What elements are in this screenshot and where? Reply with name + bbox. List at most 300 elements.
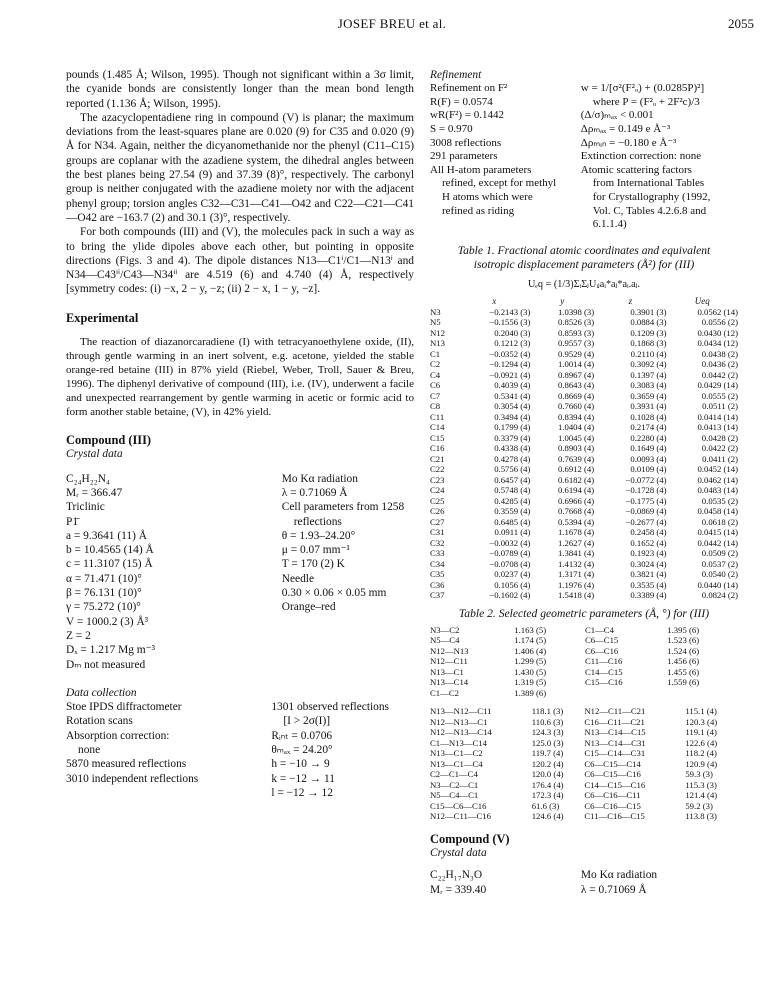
table-cell: 120.2 (4) xyxy=(531,758,564,769)
table-cell: C2 xyxy=(430,359,441,370)
table-cell: 0.0483 (14) xyxy=(697,485,738,496)
table-cell: 0.3659 (4) xyxy=(630,390,667,401)
table-cell: 0.0562 (14) xyxy=(697,306,738,317)
table-cell: 0.5748 (4) xyxy=(494,485,531,496)
table-cell: 0.0555 (2) xyxy=(701,390,738,401)
table-cell: C11—C16—C15 xyxy=(584,811,645,822)
table-cell: 0.0440 (14) xyxy=(697,579,738,590)
table-cell: 1.2627 (4) xyxy=(557,537,595,548)
table-cell: 0.0462 (14) xyxy=(697,474,738,485)
table-cell: −0.0708 (4) xyxy=(489,558,531,569)
table-cell: 122.6 (4) xyxy=(685,737,718,748)
table-cell: C14 xyxy=(430,422,445,433)
table-cell: 0.5394 (4) xyxy=(557,516,595,527)
table-cell: 1.456 (6) xyxy=(667,656,700,667)
table-cell: 0.0109 (4) xyxy=(630,464,667,475)
table-cell: C6 xyxy=(430,380,441,391)
table-row xyxy=(430,759,738,770)
table-cell: 0.0429 (14) xyxy=(697,380,738,391)
table-row xyxy=(430,811,738,822)
table-cell: 125.0 (3) xyxy=(531,737,564,748)
table-cell: 0.6182 (4) xyxy=(557,474,595,485)
table-cell: 0.0414 (14) xyxy=(697,411,738,422)
table-cell: C14—C15—C16 xyxy=(584,779,646,790)
data-collection-heading: Data collection xyxy=(66,686,137,699)
crystal5-heading: Crystal data xyxy=(430,846,487,859)
table-cell: 0.1028 (4) xyxy=(630,411,667,422)
table-cell: N12—C11—C21 xyxy=(584,706,646,717)
crystal5-right xyxy=(581,868,738,897)
table-row xyxy=(430,801,738,812)
table-row xyxy=(430,464,738,475)
table-cell: 0.2110 (4) xyxy=(630,348,667,359)
crystal-data-line: Triclinic xyxy=(66,501,105,514)
table-cell: 1.455 (6) xyxy=(667,666,700,677)
table1-coordinates xyxy=(430,296,738,601)
table-cell: 172.3 (4) xyxy=(531,790,564,801)
table-cell: C6—C15 xyxy=(584,635,619,646)
table-cell: 0.3494 (4) xyxy=(494,411,531,422)
running-header-authors: JOSEF BREU et al. xyxy=(337,16,447,31)
refinement-heading: Refinement xyxy=(430,69,482,81)
table-cell: 1.1976 (4) xyxy=(557,579,595,590)
table-cell: C16—C11—C21 xyxy=(584,716,645,727)
table-cell: 0.0434 (12) xyxy=(697,338,738,349)
body-paragraph: For both compounds (III) and (V), the molecules pack in such a way as to bring the ylide dipoles above each other, but pointing in opposite directions (Figs. 3 and 4). The dipole distances N13—C1ⁱ/C1—N13ⁱ and N34—C43ⁱⁱ/C43—N34ⁱⁱ are 4.519 (6) and 4.740 (4) Å, respectively [symmetry codes: (i) −x, 2 − y, −z; (ii) 2 − x, 1 − y, −z]. xyxy=(66,226,414,296)
crystal-data-line: Dₘ not measured xyxy=(66,658,146,671)
table-cell: 118.1 (3) xyxy=(531,706,564,717)
table-cell: 0.0428 (2) xyxy=(701,432,738,443)
table-row xyxy=(430,559,738,570)
table-cell: C1—C4 xyxy=(584,624,614,635)
table-row xyxy=(430,790,738,801)
table-cell: N13—C14 xyxy=(430,677,469,688)
table-cell: C6—C16 xyxy=(584,645,619,656)
table-cell: N3—C2—C1 xyxy=(430,779,479,790)
table-cell: 0.2458 (4) xyxy=(630,527,667,538)
table2-angles xyxy=(430,706,738,822)
refinement-line: Vol. C, Tables 4.2.6.8 and xyxy=(592,204,707,217)
table-cell: N12—C11—C16 xyxy=(430,811,491,822)
refinement-line: Δρₘᵢₙ = −0.180 e Å⁻³ xyxy=(580,136,677,149)
refinement-line: Atomic scattering factors xyxy=(580,163,692,176)
table-cell: 0.0442 (14) xyxy=(697,537,738,548)
refinement-line: for Crystallography (1992, xyxy=(592,191,711,204)
table-cell: 0.1056 (4) xyxy=(494,579,531,590)
table-cell: 0.2280 (4) xyxy=(630,432,667,443)
table1-caption: Table 1. Fractional atomic coordinates and equivalent isotropic displacement parameters (Å²) for (III) xyxy=(457,243,711,271)
crystal-data-line: C₂₄H₂₂N₄ xyxy=(66,472,110,485)
table-cell: 0.8967 (4) xyxy=(557,369,595,380)
table-cell: −0.0869 (4) xyxy=(625,506,667,517)
crystal-data-line: T = 170 (2) K xyxy=(281,558,345,571)
compound5-heading: Compound (V) xyxy=(430,831,510,846)
table-cell: 0.3024 (4) xyxy=(630,558,667,569)
table-cell: 0.4285 (4) xyxy=(494,495,531,506)
section-heading-experimental: Experimental xyxy=(66,310,139,325)
table-cell: 1.406 (4) xyxy=(514,645,547,656)
table-cell: C16 xyxy=(430,443,445,454)
table-cell: C6—C15—C16 xyxy=(584,769,641,780)
table-row xyxy=(430,667,738,678)
table-cell: 0.0509 (2) xyxy=(701,548,738,559)
data-collection-line: k = −12 → 11 xyxy=(271,772,335,785)
table-cell: −0.1294 (4) xyxy=(489,359,531,370)
table-cell: N13—N12—C11 xyxy=(430,706,492,717)
table-cell: 0.9557 (3) xyxy=(557,338,595,349)
table-cell xyxy=(585,688,661,699)
crystal-data-line: reflections xyxy=(293,515,342,528)
data-collection-line: 1301 observed reflections xyxy=(271,701,389,714)
table-row xyxy=(430,338,738,349)
crystal-data-block xyxy=(66,472,414,672)
table-cell: 0.3092 (4) xyxy=(630,359,667,370)
running-header xyxy=(0,16,784,36)
table-cell: 59.3 (3) xyxy=(685,769,713,780)
table-cell: 1.3841 (4) xyxy=(557,548,595,559)
table-cell: 0.7668 (4) xyxy=(557,506,595,517)
table-cell: 0.0422 (2) xyxy=(701,443,738,454)
refinement-line: where P = (F²ₒ + 2F²c)/3 xyxy=(592,95,700,108)
table-cell: 0.0237 (4) xyxy=(494,569,531,580)
table-row xyxy=(430,527,738,538)
crystal-data-line: a = 9.3641 (11) Å xyxy=(66,529,147,542)
table-cell: 0.7639 (4) xyxy=(557,453,595,464)
table-cell: 0.3931 (4) xyxy=(630,401,667,412)
crystal-data-line: Mo Kα radiation xyxy=(281,472,358,485)
table-row xyxy=(430,769,738,780)
table-cell: 0.3083 (4) xyxy=(630,380,667,391)
ueq-definition: Uₑq = (1/3)ΣᵢΣⱼUᵢⱼaᵢ*aⱼ*aᵢ.aⱼ. xyxy=(527,278,641,290)
table-row xyxy=(430,307,738,318)
table-cell: 0.0442 (2) xyxy=(701,369,738,380)
refinement-line: Δρₘₐₓ = 0.149 e Å⁻³ xyxy=(580,123,671,136)
table-row xyxy=(430,517,738,528)
table-cell: 119.1 (4) xyxy=(685,727,717,738)
table-cell: 1.174 (5) xyxy=(514,635,547,646)
table-cell: 0.1649 (4) xyxy=(630,443,667,454)
body-paragraph: The azacyclopentadiene ring in compound (V) is planar; the maximum deviations from the least-squares plane are 0.020 (9) for C35 and 0.020 (9) Å for N34. Again, neither the dicyanomethanide nor the phenyl (C11–C15) groups are coplanar with the azadiene system, the dihedral angles between the best planes being 27.54 (9) and 37.39 (8)°, respectively. The carbonyl group is neither conjugated with the azadiene moiety nor with the adjacent phenyl group; torsion angles C32—C31—C41—O42 and C22—C21—C41—O42 are −163.7 (2) and 30.1 (3)°, respectively. xyxy=(66,111,414,224)
table-cell: C7 xyxy=(430,390,441,401)
table-cell: −0.0772 (4) xyxy=(625,474,667,485)
table-cell: 0.1868 (3) xyxy=(630,338,667,349)
table-cell: 0.1212 (3) xyxy=(494,338,531,349)
table-cell: N12—N13 xyxy=(430,645,469,656)
data-collection-right xyxy=(271,700,414,800)
table-cell: C15—C16 xyxy=(584,677,623,688)
table-cell: 0.0556 (2) xyxy=(701,317,738,328)
experimental-paragraph: The reaction of diazanorcaradiene (I) with tetracyanoethylene oxide, (II), through gentle warming in an inert solvent, e.g. acetone, yielded the stable orange-red betaine (III) in 87% yield (Riebel, Weber, Troll, Sauer & Breu, 1996). The diphenyl derivative of compound (III), i.e. (IV), underwent a facile and unexpected rearrangement by gentle warming in acetic or formic acid to form another stable betaine, (V), in 42% yield. xyxy=(66,336,414,419)
table-row xyxy=(430,548,738,559)
crystal-data-line: c = 11.3107 (15) Å xyxy=(66,558,153,571)
table1-header xyxy=(430,296,458,307)
table-row xyxy=(430,656,738,667)
table-cell: −0.1556 (3) xyxy=(489,317,531,328)
page-number: 2055 xyxy=(728,16,754,31)
crystal-data-line: Dₓ = 1.217 Mg m⁻³ xyxy=(66,644,156,657)
table-cell: C4 xyxy=(430,369,441,380)
table2-bonds-body xyxy=(430,625,738,699)
refinement-line: 3008 reflections xyxy=(430,136,502,149)
table-cell: N12—N13—C1 xyxy=(430,716,488,727)
refinement-line: Extinction correction: none xyxy=(580,150,702,163)
table-cell: 119.7 (4) xyxy=(531,748,564,759)
table-cell: 0.6194 (4) xyxy=(557,485,595,496)
body-paragraph: pounds (1.485 Å; Wilson, 1995). Though not significant within a 3σ limit, the cyanide bonds are consistently longer than the mean bond length reported (1.136 Å; Wilson, 1995). xyxy=(66,69,414,110)
crystal-data-line: Orange–red xyxy=(281,601,336,614)
table-row xyxy=(430,569,738,580)
table-cell: C37 xyxy=(430,590,445,601)
refinement-line: S = 0.970 xyxy=(430,123,473,136)
data-collection-line: 3010 independent reflections xyxy=(66,772,199,785)
crystal5-left xyxy=(430,868,581,897)
table-cell: −0.2143 (3) xyxy=(489,306,531,317)
table-cell: 124.6 (4) xyxy=(531,811,564,822)
table-cell: 1.5418 (4) xyxy=(557,590,595,601)
table-row xyxy=(430,538,738,549)
table-row xyxy=(430,780,738,791)
table-cell: 120.9 (4) xyxy=(685,758,718,769)
crystal-data-line: μ = 0.07 mm⁻¹ xyxy=(281,544,350,557)
table-cell: 0.9529 (4) xyxy=(557,348,595,359)
crystal-data-heading: Crystal data xyxy=(66,448,123,461)
table-cell: 115.3 (3) xyxy=(685,779,717,790)
table-row xyxy=(430,454,738,465)
table-cell: 0.5756 (4) xyxy=(494,464,531,475)
table-row xyxy=(430,635,738,646)
table-cell: C21 xyxy=(430,453,445,464)
table-cell: 1.299 (5) xyxy=(514,656,547,667)
table-cell: 0.2174 (4) xyxy=(630,422,667,433)
table-row xyxy=(430,422,738,433)
table-cell: 110.6 (3) xyxy=(531,716,564,727)
table-cell: 0.0093 (4) xyxy=(630,453,667,464)
table-row xyxy=(430,727,738,738)
table-cell: N5—C4—C1 xyxy=(430,790,479,801)
table1-header: z xyxy=(628,296,633,307)
table-cell: C2—C1—C4 xyxy=(430,769,478,780)
table-cell: 1.3171 (4) xyxy=(557,569,595,580)
table-cell: 176.4 (4) xyxy=(531,779,564,790)
crystal-data-line: β = 76.131 (10)° xyxy=(66,587,142,600)
crystal-data-line: 0.30 × 0.06 × 0.05 mm xyxy=(281,587,387,600)
crystal-data-left xyxy=(66,472,282,672)
table-row xyxy=(430,401,738,412)
refinement-line: refined as riding xyxy=(442,204,515,217)
crystal-data-line: P1̄ xyxy=(66,515,79,528)
data-collection-line: 5870 measured reflections xyxy=(66,758,187,771)
crystal5-line: C₂₂H₁₇N₃O xyxy=(430,869,483,882)
crystal5-line: Mo Kα radiation xyxy=(580,869,658,882)
table-cell: 0.0436 (2) xyxy=(701,359,738,370)
table-cell: C14—C15 xyxy=(584,666,623,677)
table-cell: −0.1775 (4) xyxy=(625,495,667,506)
data-collection-line: none xyxy=(78,743,101,756)
table1-body xyxy=(430,307,738,601)
table-row xyxy=(430,646,738,657)
table-cell: 1.163 (5) xyxy=(514,624,547,635)
table2-caption: Table 2. Selected geometric parameters (Å, °) for (III) xyxy=(458,606,710,620)
table-cell: 0.0537 (2) xyxy=(701,558,738,569)
data-collection-block xyxy=(66,700,414,800)
table-cell: C27 xyxy=(430,516,445,527)
data-collection-line: [I > 2σ(I)] xyxy=(283,715,331,728)
table-row xyxy=(430,475,738,486)
refinement-line: wR(F²) = 0.1442 xyxy=(430,109,504,122)
table-cell: C11—C16 xyxy=(584,656,623,667)
table-row xyxy=(430,677,738,688)
table-cell: 1.0045 (4) xyxy=(557,432,595,443)
table-row xyxy=(430,443,738,454)
table-cell: 0.3535 (4) xyxy=(630,579,667,590)
table-cell: C11 xyxy=(430,411,445,422)
crystal-data-line: Needle xyxy=(281,572,315,585)
table-cell: N3—C2 xyxy=(430,624,460,635)
table-cell: 118.2 (4) xyxy=(685,748,717,759)
data-collection-line: h = −10 → 9 xyxy=(271,758,330,771)
table-cell: N13—C1—C4 xyxy=(430,758,483,769)
crystal5-line: Mᵣ = 339.40 xyxy=(430,883,487,896)
data-collection-line: Absorption correction: xyxy=(66,729,170,742)
table-cell: 0.8526 (3) xyxy=(557,317,595,328)
table1-header: y xyxy=(560,296,565,307)
table-cell: 0.6966 (4) xyxy=(557,495,595,506)
table-cell: 0.6457 (4) xyxy=(494,474,531,485)
table-cell: 1.0014 (4) xyxy=(557,359,595,370)
table-cell: N5 xyxy=(430,317,441,328)
table-cell: 0.3389 (4) xyxy=(630,590,667,601)
table-cell: C34 xyxy=(430,558,445,569)
refinement-line: (Δ/σ)ₘₐₓ < 0.001 xyxy=(580,109,654,122)
right-column xyxy=(430,68,738,897)
table-cell: −0.0921 (4) xyxy=(489,369,531,380)
table-cell: C1—N13—C14 xyxy=(430,737,487,748)
data-collection-line: Rᵢₙₜ = 0.0706 xyxy=(271,729,333,742)
table-cell: 0.4278 (4) xyxy=(494,453,531,464)
table-cell: 0.3821 (4) xyxy=(630,569,667,580)
table-cell: 121.4 (4) xyxy=(685,790,718,801)
table2-bonds xyxy=(430,625,738,699)
table-row xyxy=(430,717,738,728)
crystal-data-line: Cell parameters from 1258 xyxy=(281,501,405,514)
table-row xyxy=(430,625,738,636)
table-cell: 59.2 (3) xyxy=(685,800,713,811)
table-cell: 0.0452 (14) xyxy=(697,464,738,475)
table-row xyxy=(430,738,738,749)
table-cell: 115.1 (4) xyxy=(685,706,717,717)
table-cell: 0.4338 (4) xyxy=(494,443,531,454)
table-cell: 0.0911 (4) xyxy=(494,527,531,538)
table-cell: 1.523 (6) xyxy=(667,635,700,646)
table-cell: C33 xyxy=(430,548,445,559)
crystal-data-line: Mᵣ = 366.47 xyxy=(66,486,123,499)
table-cell: C6—C15—C14 xyxy=(584,758,641,769)
table-cell: N13—C14—C15 xyxy=(584,727,646,738)
refinement-line: Refinement on F² xyxy=(430,82,508,95)
table-cell: 0.0438 (2) xyxy=(701,348,738,359)
left-column xyxy=(66,68,414,800)
table-cell: 0.0415 (14) xyxy=(697,527,738,538)
crystal-data-line: b = 10.4565 (14) Å xyxy=(66,544,154,557)
table-cell: C6—C16—C15 xyxy=(584,800,641,811)
table-cell: 1.559 (6) xyxy=(667,677,700,688)
table-row xyxy=(430,688,738,699)
table-row xyxy=(430,748,738,759)
table-cell: C24 xyxy=(430,485,445,496)
data-collection-line: θₘₐₓ = 24.20° xyxy=(271,743,333,756)
table-cell: N13—C1 xyxy=(430,666,464,677)
table-cell: 0.0413 (14) xyxy=(697,422,738,433)
table-cell: N13—C1—C2 xyxy=(430,748,483,759)
refinement-line: w = 1/[σ²(F²ₒ) + (0.0285P)²] xyxy=(580,82,705,95)
table-cell: −0.0032 (4) xyxy=(489,537,531,548)
table-cell: 0.8593 (3) xyxy=(557,327,595,338)
table-cell: 0.8643 (4) xyxy=(557,380,595,391)
table-row xyxy=(430,349,738,360)
table-cell: C36 xyxy=(430,579,445,590)
table-row xyxy=(430,317,738,328)
refinement-line: R(F) = 0.0574 xyxy=(430,95,493,108)
table-cell: 113.8 (3) xyxy=(685,811,717,822)
refinement-line: refined, except for methyl xyxy=(442,177,557,190)
table-cell: 0.0618 (2) xyxy=(701,516,738,527)
refinement-left xyxy=(430,82,575,232)
table-cell: C15—C14—C31 xyxy=(584,748,646,759)
crystal-data-line: λ = 0.71069 Å xyxy=(281,486,348,499)
table-cell: 0.5341 (4) xyxy=(494,390,531,401)
table-row xyxy=(430,380,738,391)
table-cell: C32 xyxy=(430,537,445,548)
table-cell: 0.0540 (2) xyxy=(701,569,738,580)
table-cell: N12—N13—C14 xyxy=(430,727,492,738)
table-cell: 0.4039 (4) xyxy=(494,380,531,391)
table-cell: C23 xyxy=(430,474,445,485)
table-cell: 1.1678 (4) xyxy=(557,527,595,538)
table-cell: −0.0789 (4) xyxy=(489,548,531,559)
table-cell: 1.319 (5) xyxy=(514,677,547,688)
crystal5-line: λ = 0.71069 Å xyxy=(580,883,647,896)
table-row xyxy=(430,506,738,517)
table-cell: N3 xyxy=(430,306,441,317)
table-cell: 0.1397 (4) xyxy=(630,369,667,380)
crystal-data-line: α = 71.471 (10)° xyxy=(66,572,142,585)
table-row xyxy=(430,370,738,381)
table-cell: C26 xyxy=(430,506,445,517)
table-cell: 1.430 (5) xyxy=(514,666,547,677)
crystal-data-line: V = 1000.2 (3) Å³ xyxy=(66,615,149,628)
table-row xyxy=(430,433,738,444)
table-cell: 0.8669 (4) xyxy=(557,390,595,401)
table-cell: C15 xyxy=(430,432,445,443)
table-cell: 0.6912 (4) xyxy=(557,464,595,475)
table-cell: C6—C16—C11 xyxy=(584,790,641,801)
table-cell: 0.7660 (4) xyxy=(557,401,595,412)
table-cell: 61.6 (3) xyxy=(531,800,560,811)
table-row xyxy=(430,412,738,423)
crystal-data-line: Z = 2 xyxy=(66,629,91,642)
table-cell: 0.8903 (4) xyxy=(557,443,595,454)
refinement-line: 6.1.1.4) xyxy=(592,218,627,231)
data-collection-line: l = −12 → 12 xyxy=(271,786,333,799)
table-cell: C31 xyxy=(430,527,445,538)
table-cell: −0.2677 (4) xyxy=(625,516,667,527)
table-cell: 0.0458 (14) xyxy=(697,506,738,517)
refinement-line: All H-atom parameters xyxy=(430,163,532,176)
refinement-block xyxy=(430,82,738,232)
crystal5-block xyxy=(430,868,738,897)
table-row xyxy=(430,706,738,717)
table-cell: −0.1602 (4) xyxy=(489,590,531,601)
